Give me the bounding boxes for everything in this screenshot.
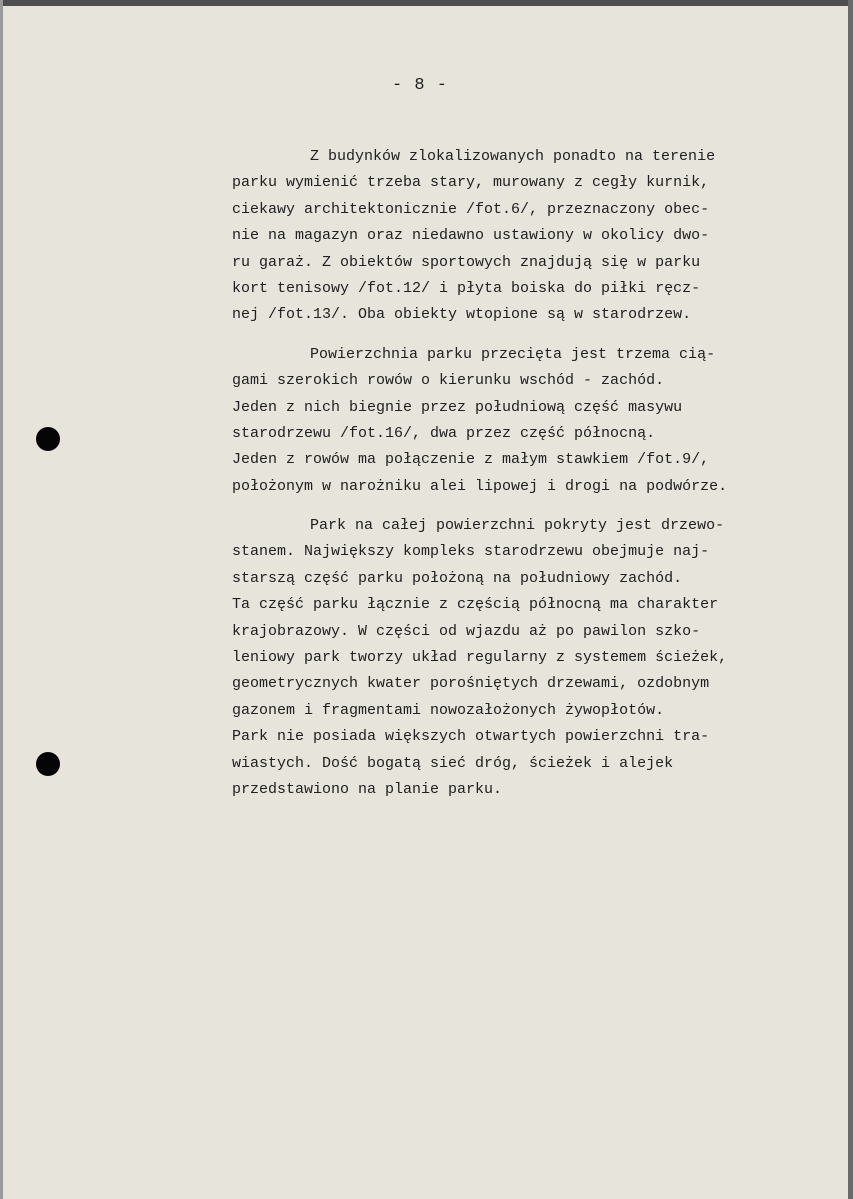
text-line: starszą część parku położoną na południowy zachód. (232, 569, 683, 587)
text-line: krajobrazowy. W części od wjazdu aż po pawilon szko- (232, 622, 701, 640)
text-line: kort tenisowy /fot.12/ i płyta boiska do piłki ręcz- (232, 279, 701, 297)
paragraph-3 (232, 513, 812, 803)
text-line: stanem. Największy kompleks starodrzewu obejmuje naj- (232, 543, 710, 561)
text-line: przedstawiono na planie parku. (232, 780, 503, 798)
text-line: Jeden z nich biegnie przez południową część masywu (232, 398, 683, 416)
text-line: ciekawy architektonicznie /fot.6/, przeznaczony obec- (232, 200, 710, 218)
text-line: wiastych. Dość bogatą sieć dróg, ścieżek i alejek (232, 754, 674, 772)
scan-edge-left (0, 0, 3, 1199)
page-number: - 8 - (391, 76, 448, 95)
punch-hole-upper (36, 427, 60, 451)
text-line: starodrzewu /fot.16/, dwa przez część północną. (232, 424, 656, 442)
text-line: gami szerokich rowów o kierunku wschód - zachód. (232, 372, 665, 390)
text-line: Z budynków zlokalizowanych ponadto na terenie (310, 148, 716, 165)
text-line: Park nie posiada większych otwartych powierzchni tra- (232, 728, 710, 746)
text-line: Ta część parku łącznie z częścią północną ma charakter (232, 596, 719, 614)
body-text (232, 144, 812, 816)
scan-edge-top (0, 0, 853, 6)
text-line: położonym w narożniku alei lipowej i drogi na podwórze. (232, 477, 728, 495)
paragraph-1 (232, 144, 812, 329)
text-line: gazonem i fragmentami nowozałożonych żywopłotów. (232, 701, 665, 719)
punch-hole-lower (36, 752, 60, 776)
text-line: Jeden z rowów ma połączenie z małym stawkiem /fot.9/, (232, 451, 710, 469)
text-line: Park na całej powierzchni pokryty jest drzewo- (310, 517, 725, 535)
text-line: ru garaż. Z obiektów sportowych znajdują się w parku (232, 253, 701, 271)
paragraph-2 (232, 342, 812, 500)
scan-edge-right (848, 0, 853, 1199)
text-line: parku wymienić trzeba stary, murowany z cegły kurnik, (232, 174, 710, 192)
text-line: leniowy park tworzy układ regularny z systemem ścieżek, (232, 649, 728, 667)
text-line: Powierzchnia parku przecięta jest trzema cią- (310, 345, 716, 363)
text-line: nej /fot.13/. Oba obiekty wtopione są w starodrzew. (232, 306, 692, 324)
text-line: nie na magazyn oraz niedawno ustawiony w okolicy dwo- (232, 227, 710, 245)
text-line: geometrycznych kwater porośniętych drzewami, ozdobnym (232, 675, 710, 693)
